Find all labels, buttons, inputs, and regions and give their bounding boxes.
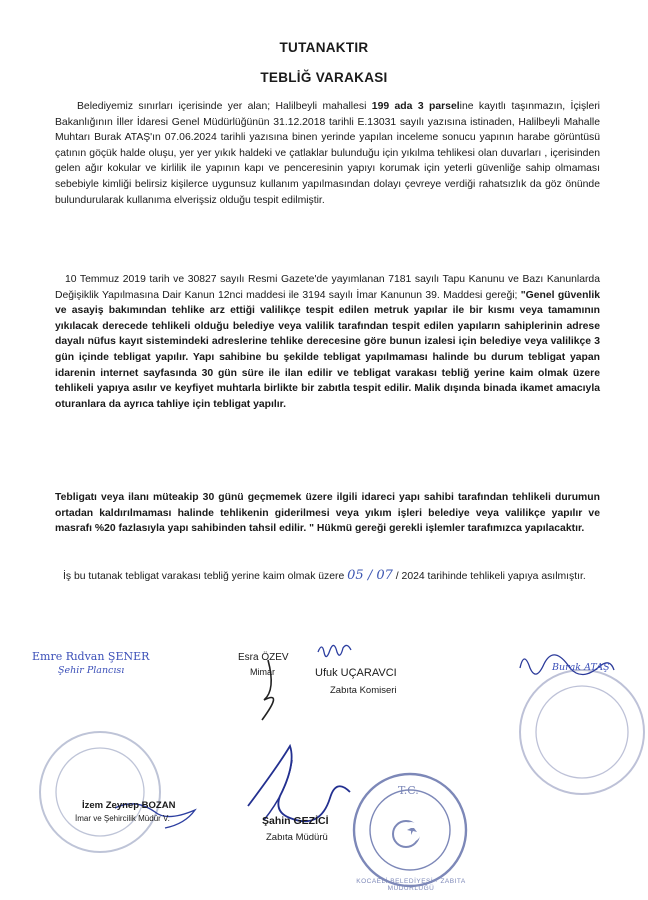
round-stamp-left bbox=[40, 732, 160, 852]
signature-scribble-ufuk bbox=[318, 645, 351, 656]
document-title: TUTANAKTIR bbox=[279, 40, 369, 55]
signer-2-title: Mimar bbox=[250, 667, 275, 677]
paragraph-3: Tebligatı veya ilanı müteakip 30 günü geçmemek üzere ilgili idareci yapı sahibi tarafından tehlikeli durumun ortadan kaldırılmaması halinde tehlikenin giderilmesi veya yıkım işleri belediye veya valilikçe yapılır ve masrafı %20 fazlasıyla yapı sahibinden tahsil edilir. " Hükmü gereği gerekli işlemler tarafımızca yapılacaktır. bbox=[55, 492, 600, 535]
signature-scribble-sahin bbox=[248, 746, 350, 821]
signer-1-name: Emre Rıdvan ŞENER bbox=[32, 650, 150, 663]
signer-1-title: Şehir Plancısı bbox=[58, 665, 125, 676]
paragraph-4: İş bu tutanak tebligat varakası tebliğ yerine kaim olmak üzere 05 / 07 / 2024 tarihinde tehlikeli yapıya asılmıştır. bbox=[63, 568, 586, 583]
signer-3-title: Zabıta Komiseri bbox=[330, 685, 397, 696]
signer-3-name: Ufuk UÇARAVCI bbox=[315, 667, 397, 679]
document-subtitle: TEBLİĞ VARAKASI bbox=[260, 70, 388, 85]
signer-5-name: İzem Zeynep BOZAN bbox=[82, 800, 176, 811]
handwritten-date: 05 / 07 bbox=[347, 568, 393, 583]
paragraph-2: 10 Temmuz 2019 tarih ve 30827 sayılı Resmi Gazete'de yayımlanan 7181 sayılı Tapu Kanunu ve Bazı Kanunlarda Değişiklik Yapılmasına Dair Kanun 12nci maddesi ile 3194 sayılı İmar Kanunun 39. Maddesi gereği; "Genel güvenlik ve asayiş bakımından tehlike arz ettiği valilikçe tespit edilen metruk yapılar ile bir kısmı veya tamamının yıkılacak derecede tehlikeli olduğu belediye veya valilik tarafından tespit edilen yapıların sahiplerinin adrese dayalı nüfus kayıt sistemindeki adreslerine tehlike derecesine göre bunun izalesi için belediye veya valilikçe 3 gün içinde tebligat yapılır. Yapı sahibine bu şekilde tebligat yapılmaması halinde bu durum tebligat yapan idarenin internet sayfasında 30 gün süre ile ilan edilir ve tebligat varakası tebliğ yerine kaim olmak üzere tehlikeli yapıya asılır ve keyfiyet muhtarla birlikte bir zabıtla tespit edilir. Malik dışında binada ikamet amacıyla oturanlara da ayrıca tahliye için tebligat yapılır. bbox=[55, 274, 600, 410]
seal-tc: T.C. bbox=[398, 784, 419, 797]
signature-scribble-sahin-2 bbox=[264, 760, 292, 820]
signer-6-name: Şahin GEZİCİ bbox=[262, 815, 329, 827]
signer-6-title: Zabıta Müdürü bbox=[266, 832, 328, 843]
signer-2-name: Esra ÖZEV bbox=[238, 652, 289, 663]
signer-5-title: İmar ve Şehircilik Müdür V. bbox=[75, 814, 170, 823]
paragraph-1: Belediyemiz sınırları içerisinde yer alan; Halilbeyli mahallesi 199 ada 3 parseline kayıtlı taşınmazın, İçişleri Bakanlığının İller İdaresi Genel Müdürlüğünün 31.12.2018 tarihli E.13031 sayılı yazısına istinaden, Halilbeyli Mahalle Muhtarı Burak ATAŞ'ın 07.06.2024 tarihli yazısına binen yerinde yapılan inceleme sonucu yapının harabe görüntüsü çatının göçük halde oluşu, yer yer yıkık haldeki ve çatlaklar bulunduğu için yıkılma tehlikesi olan duvarları , içerisinden gelen ağır kokular ve kirlilik ile yapının kapı ve penceresinin yapıyı korumak için yeterli güvenliğe sahip olmaması sebebiyle kimliği belirsiz kişilerce uygunsuz kullanım yapılmasından dolayı çevreye verdiği rahatsızlık da göz önünde bulundurularak kullanıma elverişsiz olduğu tespit edilmiştir. bbox=[55, 101, 600, 206]
signer-4-name: Burak ATAŞ bbox=[552, 662, 610, 673]
round-stamp-muhtar bbox=[520, 670, 644, 794]
seal-ring-text: KOCAELİ BELEDİYESİ · ZABITA MÜDÜRLÜĞÜ bbox=[356, 878, 466, 892]
